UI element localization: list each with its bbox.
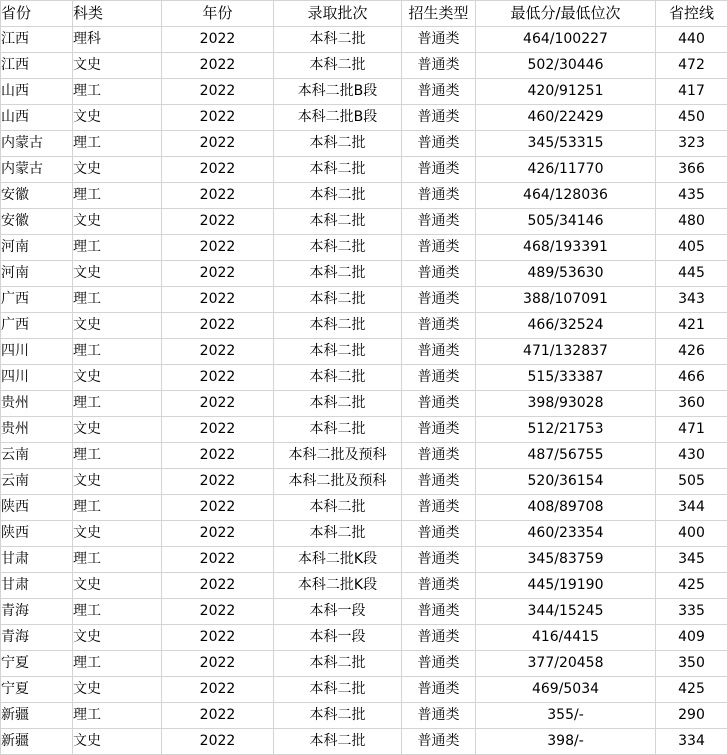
table-row <box>1 261 727 287</box>
header-score-rank: 最低分/最低位次 <box>476 1 656 27</box>
table-row <box>1 729 727 755</box>
cell-province: 安徽 <box>1 209 73 235</box>
cell-category: 普通类 <box>402 703 476 729</box>
cell-category: 普通类 <box>402 729 476 755</box>
cell-batch: 本科二批 <box>274 209 402 235</box>
cell-score-rank: 377/20458 <box>476 651 656 677</box>
cell-year: 2022 <box>162 261 274 287</box>
cell-province: 广西 <box>1 313 73 339</box>
cell-year: 2022 <box>162 131 274 157</box>
cell-subject: 理工 <box>73 287 162 313</box>
cell-subject: 理工 <box>73 651 162 677</box>
cell-category: 普通类 <box>402 573 476 599</box>
cell-score-rank: 502/30446 <box>476 53 656 79</box>
cell-score-rank: 520/36154 <box>476 469 656 495</box>
table-row <box>1 417 727 443</box>
cell-control-line: 323 <box>656 131 727 157</box>
cell-batch: 本科二批K段 <box>274 573 402 599</box>
cell-category: 普通类 <box>402 365 476 391</box>
cell-control-line: 426 <box>656 339 727 365</box>
cell-year: 2022 <box>162 27 274 53</box>
table-row <box>1 209 727 235</box>
cell-category: 普通类 <box>402 79 476 105</box>
cell-subject: 文史 <box>73 261 162 287</box>
cell-score-rank: 408/89708 <box>476 495 656 521</box>
cell-province: 山西 <box>1 79 73 105</box>
cell-batch: 本科二批 <box>274 703 402 729</box>
cell-batch: 本科二批 <box>274 391 402 417</box>
cell-batch: 本科二批 <box>274 157 402 183</box>
table-row <box>1 521 727 547</box>
cell-batch: 本科二批 <box>274 183 402 209</box>
cell-score-rank: 512/21753 <box>476 417 656 443</box>
cell-batch: 本科二批 <box>274 27 402 53</box>
cell-category: 普通类 <box>402 27 476 53</box>
cell-province: 新疆 <box>1 703 73 729</box>
cell-control-line: 409 <box>656 625 727 651</box>
cell-control-line: 435 <box>656 183 727 209</box>
table-row <box>1 157 727 183</box>
cell-year: 2022 <box>162 79 274 105</box>
cell-batch: 本科一段 <box>274 599 402 625</box>
cell-subject: 文史 <box>73 573 162 599</box>
cell-control-line: 405 <box>656 235 727 261</box>
cell-province: 安徽 <box>1 183 73 209</box>
header-control-line: 省控线 <box>656 1 727 27</box>
cell-control-line: 480 <box>656 209 727 235</box>
cell-year: 2022 <box>162 495 274 521</box>
cell-province: 广西 <box>1 287 73 313</box>
cell-subject: 理工 <box>73 703 162 729</box>
cell-control-line: 360 <box>656 391 727 417</box>
header-batch: 录取批次 <box>274 1 402 27</box>
cell-score-rank: 398/- <box>476 729 656 755</box>
table-row <box>1 677 727 703</box>
cell-year: 2022 <box>162 625 274 651</box>
table-row <box>1 703 727 729</box>
cell-score-rank: 464/128036 <box>476 183 656 209</box>
header-province: 省份 <box>1 1 73 27</box>
table-row <box>1 599 727 625</box>
cell-province: 河南 <box>1 261 73 287</box>
cell-score-rank: 460/22429 <box>476 105 656 131</box>
cell-province: 贵州 <box>1 391 73 417</box>
table-row <box>1 287 727 313</box>
cell-score-rank: 466/32524 <box>476 313 656 339</box>
cell-subject: 文史 <box>73 365 162 391</box>
cell-subject: 理工 <box>73 495 162 521</box>
cell-score-rank: 388/107091 <box>476 287 656 313</box>
cell-province: 内蒙古 <box>1 157 73 183</box>
cell-year: 2022 <box>162 235 274 261</box>
cell-province: 新疆 <box>1 729 73 755</box>
cell-control-line: 430 <box>656 443 727 469</box>
cell-year: 2022 <box>162 157 274 183</box>
cell-subject: 文史 <box>73 157 162 183</box>
cell-control-line: 350 <box>656 651 727 677</box>
header-category: 招生类型 <box>402 1 476 27</box>
cell-score-rank: 355/- <box>476 703 656 729</box>
cell-province: 甘肃 <box>1 573 73 599</box>
cell-subject: 理工 <box>73 599 162 625</box>
cell-category: 普通类 <box>402 677 476 703</box>
table-row <box>1 443 727 469</box>
cell-score-rank: 515/33387 <box>476 365 656 391</box>
table-row <box>1 313 727 339</box>
cell-control-line: 450 <box>656 105 727 131</box>
cell-subject: 理工 <box>73 391 162 417</box>
cell-category: 普通类 <box>402 183 476 209</box>
cell-category: 普通类 <box>402 599 476 625</box>
cell-score-rank: 505/34146 <box>476 209 656 235</box>
cell-subject: 文史 <box>73 105 162 131</box>
cell-control-line: 343 <box>656 287 727 313</box>
cell-score-rank: 420/91251 <box>476 79 656 105</box>
header-row <box>1 1 727 27</box>
cell-batch: 本科二批 <box>274 677 402 703</box>
cell-province: 甘肃 <box>1 547 73 573</box>
cell-category: 普通类 <box>402 287 476 313</box>
cell-score-rank: 398/93028 <box>476 391 656 417</box>
cell-year: 2022 <box>162 105 274 131</box>
cell-batch: 本科二批 <box>274 235 402 261</box>
cell-control-line: 366 <box>656 157 727 183</box>
cell-batch: 本科二批 <box>274 365 402 391</box>
cell-category: 普通类 <box>402 547 476 573</box>
table-row <box>1 183 727 209</box>
cell-control-line: 421 <box>656 313 727 339</box>
cell-year: 2022 <box>162 521 274 547</box>
cell-batch: 本科二批B段 <box>274 79 402 105</box>
table-row <box>1 53 727 79</box>
table-row <box>1 339 727 365</box>
header-year: 年份 <box>162 1 274 27</box>
cell-year: 2022 <box>162 53 274 79</box>
cell-score-rank: 487/56755 <box>476 443 656 469</box>
cell-category: 普通类 <box>402 261 476 287</box>
cell-score-rank: 464/100227 <box>476 27 656 53</box>
cell-year: 2022 <box>162 547 274 573</box>
cell-province: 四川 <box>1 339 73 365</box>
cell-category: 普通类 <box>402 417 476 443</box>
cell-control-line: 425 <box>656 677 727 703</box>
cell-subject: 理科 <box>73 27 162 53</box>
cell-year: 2022 <box>162 599 274 625</box>
cell-province: 云南 <box>1 443 73 469</box>
cell-year: 2022 <box>162 469 274 495</box>
cell-batch: 本科二批及预科 <box>274 469 402 495</box>
cell-category: 普通类 <box>402 391 476 417</box>
cell-year: 2022 <box>162 313 274 339</box>
cell-batch: 本科二批 <box>274 313 402 339</box>
table-row <box>1 547 727 573</box>
cell-score-rank: 445/19190 <box>476 573 656 599</box>
cell-category: 普通类 <box>402 625 476 651</box>
cell-subject: 理工 <box>73 183 162 209</box>
cell-subject: 文史 <box>73 729 162 755</box>
cell-province: 云南 <box>1 469 73 495</box>
cell-subject: 理工 <box>73 547 162 573</box>
cell-control-line: 400 <box>656 521 727 547</box>
cell-control-line: 425 <box>656 573 727 599</box>
cell-year: 2022 <box>162 573 274 599</box>
cell-batch: 本科二批 <box>274 287 402 313</box>
cell-year: 2022 <box>162 729 274 755</box>
cell-province: 宁夏 <box>1 651 73 677</box>
cell-province: 宁夏 <box>1 677 73 703</box>
cell-province: 青海 <box>1 625 73 651</box>
cell-year: 2022 <box>162 677 274 703</box>
header-subject: 科类 <box>73 1 162 27</box>
cell-year: 2022 <box>162 365 274 391</box>
cell-control-line: 334 <box>656 729 727 755</box>
cell-batch: 本科二批K段 <box>274 547 402 573</box>
cell-province: 江西 <box>1 53 73 79</box>
cell-province: 青海 <box>1 599 73 625</box>
cell-control-line: 344 <box>656 495 727 521</box>
cell-category: 普通类 <box>402 209 476 235</box>
table-row <box>1 235 727 261</box>
cell-province: 山西 <box>1 105 73 131</box>
cell-year: 2022 <box>162 391 274 417</box>
cell-category: 普通类 <box>402 495 476 521</box>
cell-subject: 文史 <box>73 53 162 79</box>
table-row <box>1 131 727 157</box>
cell-subject: 文史 <box>73 313 162 339</box>
cell-subject: 文史 <box>73 677 162 703</box>
cell-control-line: 417 <box>656 79 727 105</box>
cell-control-line: 466 <box>656 365 727 391</box>
cell-score-rank: 471/132837 <box>476 339 656 365</box>
table-row <box>1 495 727 521</box>
cell-subject: 理工 <box>73 79 162 105</box>
table-row <box>1 573 727 599</box>
table-row <box>1 105 727 131</box>
cell-control-line: 471 <box>656 417 727 443</box>
cell-province: 陕西 <box>1 521 73 547</box>
cell-batch: 本科二批 <box>274 495 402 521</box>
cell-subject: 理工 <box>73 131 162 157</box>
cell-category: 普通类 <box>402 105 476 131</box>
cell-subject: 理工 <box>73 339 162 365</box>
table-body <box>1 27 727 755</box>
cell-year: 2022 <box>162 651 274 677</box>
table-row <box>1 79 727 105</box>
cell-category: 普通类 <box>402 157 476 183</box>
cell-year: 2022 <box>162 209 274 235</box>
cell-batch: 本科二批B段 <box>274 105 402 131</box>
cell-province: 贵州 <box>1 417 73 443</box>
cell-province: 陕西 <box>1 495 73 521</box>
cell-score-rank: 345/83759 <box>476 547 656 573</box>
cell-category: 普通类 <box>402 131 476 157</box>
cell-province: 四川 <box>1 365 73 391</box>
cell-batch: 本科二批 <box>274 651 402 677</box>
cell-control-line: 505 <box>656 469 727 495</box>
table-row <box>1 625 727 651</box>
cell-score-rank: 469/5034 <box>476 677 656 703</box>
cell-batch: 本科二批 <box>274 521 402 547</box>
cell-batch: 本科二批 <box>274 261 402 287</box>
cell-province: 河南 <box>1 235 73 261</box>
cell-batch: 本科二批 <box>274 729 402 755</box>
table-row <box>1 391 727 417</box>
cell-year: 2022 <box>162 417 274 443</box>
cell-score-rank: 468/193391 <box>476 235 656 261</box>
cell-score-rank: 460/23354 <box>476 521 656 547</box>
cell-score-rank: 426/11770 <box>476 157 656 183</box>
cell-year: 2022 <box>162 443 274 469</box>
cell-category: 普通类 <box>402 53 476 79</box>
cell-batch: 本科二批 <box>274 131 402 157</box>
cell-year: 2022 <box>162 183 274 209</box>
cell-subject: 理工 <box>73 235 162 261</box>
cell-batch: 本科二批 <box>274 339 402 365</box>
cell-control-line: 445 <box>656 261 727 287</box>
cell-subject: 理工 <box>73 443 162 469</box>
cell-control-line: 290 <box>656 703 727 729</box>
cell-control-line: 345 <box>656 547 727 573</box>
cell-province: 江西 <box>1 27 73 53</box>
cell-category: 普通类 <box>402 443 476 469</box>
cell-score-rank: 344/15245 <box>476 599 656 625</box>
cell-category: 普通类 <box>402 521 476 547</box>
cell-batch: 本科二批 <box>274 417 402 443</box>
cell-control-line: 472 <box>656 53 727 79</box>
cell-batch: 本科二批及预科 <box>274 443 402 469</box>
cell-subject: 文史 <box>73 417 162 443</box>
cell-batch: 本科二批 <box>274 53 402 79</box>
cell-category: 普通类 <box>402 651 476 677</box>
cell-score-rank: 345/53315 <box>476 131 656 157</box>
table-row <box>1 651 727 677</box>
cell-subject: 文史 <box>73 521 162 547</box>
cell-score-rank: 416/4415 <box>476 625 656 651</box>
cell-category: 普通类 <box>402 469 476 495</box>
cell-control-line: 440 <box>656 27 727 53</box>
cell-subject: 文史 <box>73 209 162 235</box>
table-row <box>1 365 727 391</box>
cell-control-line: 335 <box>656 599 727 625</box>
cell-year: 2022 <box>162 339 274 365</box>
cell-batch: 本科一段 <box>274 625 402 651</box>
cell-subject: 文史 <box>73 625 162 651</box>
cell-category: 普通类 <box>402 339 476 365</box>
cell-category: 普通类 <box>402 235 476 261</box>
table-row <box>1 469 727 495</box>
cell-score-rank: 489/53630 <box>476 261 656 287</box>
cell-year: 2022 <box>162 703 274 729</box>
table-row <box>1 27 727 53</box>
cell-subject: 文史 <box>73 469 162 495</box>
cell-year: 2022 <box>162 287 274 313</box>
cell-category: 普通类 <box>402 313 476 339</box>
cell-province: 内蒙古 <box>1 131 73 157</box>
